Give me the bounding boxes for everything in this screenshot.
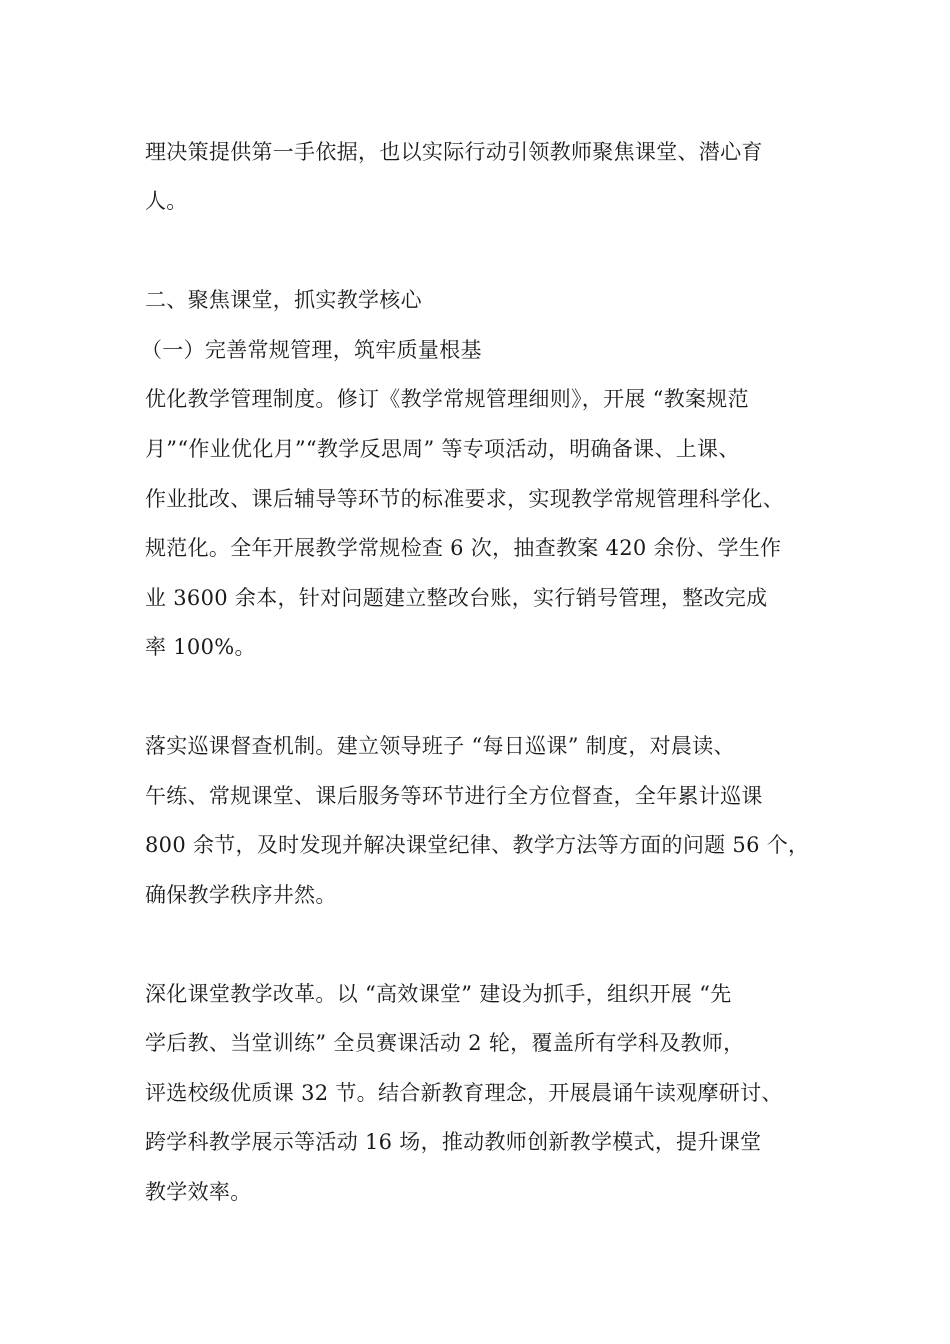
paragraph-2-line-4: 确保教学秩序井然。: [145, 883, 337, 907]
paragraph-3-line-5: 教学效率。: [145, 1180, 252, 1204]
paragraph-3-line-1: 深化课堂教学改革。以 “高效课堂” 建设为抓手，组织开展 “先: [145, 982, 732, 1006]
subsection-heading: （一）完善常规管理，筑牢质量根基: [141, 338, 482, 362]
paragraph-1-line-2: 月”“作业优化月”“教学反思周” 等专项活动，明确备课、上课、: [145, 437, 740, 461]
paragraph-1-line-5: 业 3600 余本，针对问题建立整改台账，实行销号管理，整改完成: [145, 586, 768, 610]
paragraph-2-line-1: 落实巡课督查机制。建立领导班子 “每日巡课” 制度，对晨读、: [145, 734, 735, 758]
paragraph-2-line-2: 午练、常规课堂、课后服务等环节进行全方位督查，全年累计巡课: [145, 784, 763, 808]
intro-line-1: 理决策提供第一手依据，也以实际行动引领教师聚焦课堂、潜心育: [145, 140, 763, 164]
paragraph-1-line-4: 规范化。全年开展教学常规检查 6 次，抽查教案 420 余份、学生作: [145, 536, 782, 560]
paragraph-1-line-1: 优化教学管理制度。修订《教学常规管理细则》，开展 “教案规范: [145, 387, 749, 411]
intro-line-2: 人。: [145, 189, 188, 213]
paragraph-1-line-6: 率 100%。: [145, 635, 256, 659]
paragraph-1-line-3: 作业批改、课后辅导等环节的标准要求，实现教学常规管理科学化、: [145, 487, 784, 511]
section-heading: 二、聚焦课堂，抓实教学核心: [145, 288, 422, 312]
paragraph-3-line-2: 学后教、当堂训练” 全员赛课活动 2 轮，覆盖所有学科及教师，: [145, 1031, 745, 1055]
paragraph-3-line-3: 评选校级优质课 32 节。结合新教育理念，开展晨诵午读观摩研讨、: [145, 1081, 783, 1105]
paragraph-3-line-4: 跨学科教学展示等活动 16 场，推动教师创新教学模式，提升课堂: [145, 1130, 762, 1154]
paragraph-2-line-3: 800 余节，及时发现并解决课堂纪律、教学方法等方面的问题 56 个，: [145, 833, 810, 857]
